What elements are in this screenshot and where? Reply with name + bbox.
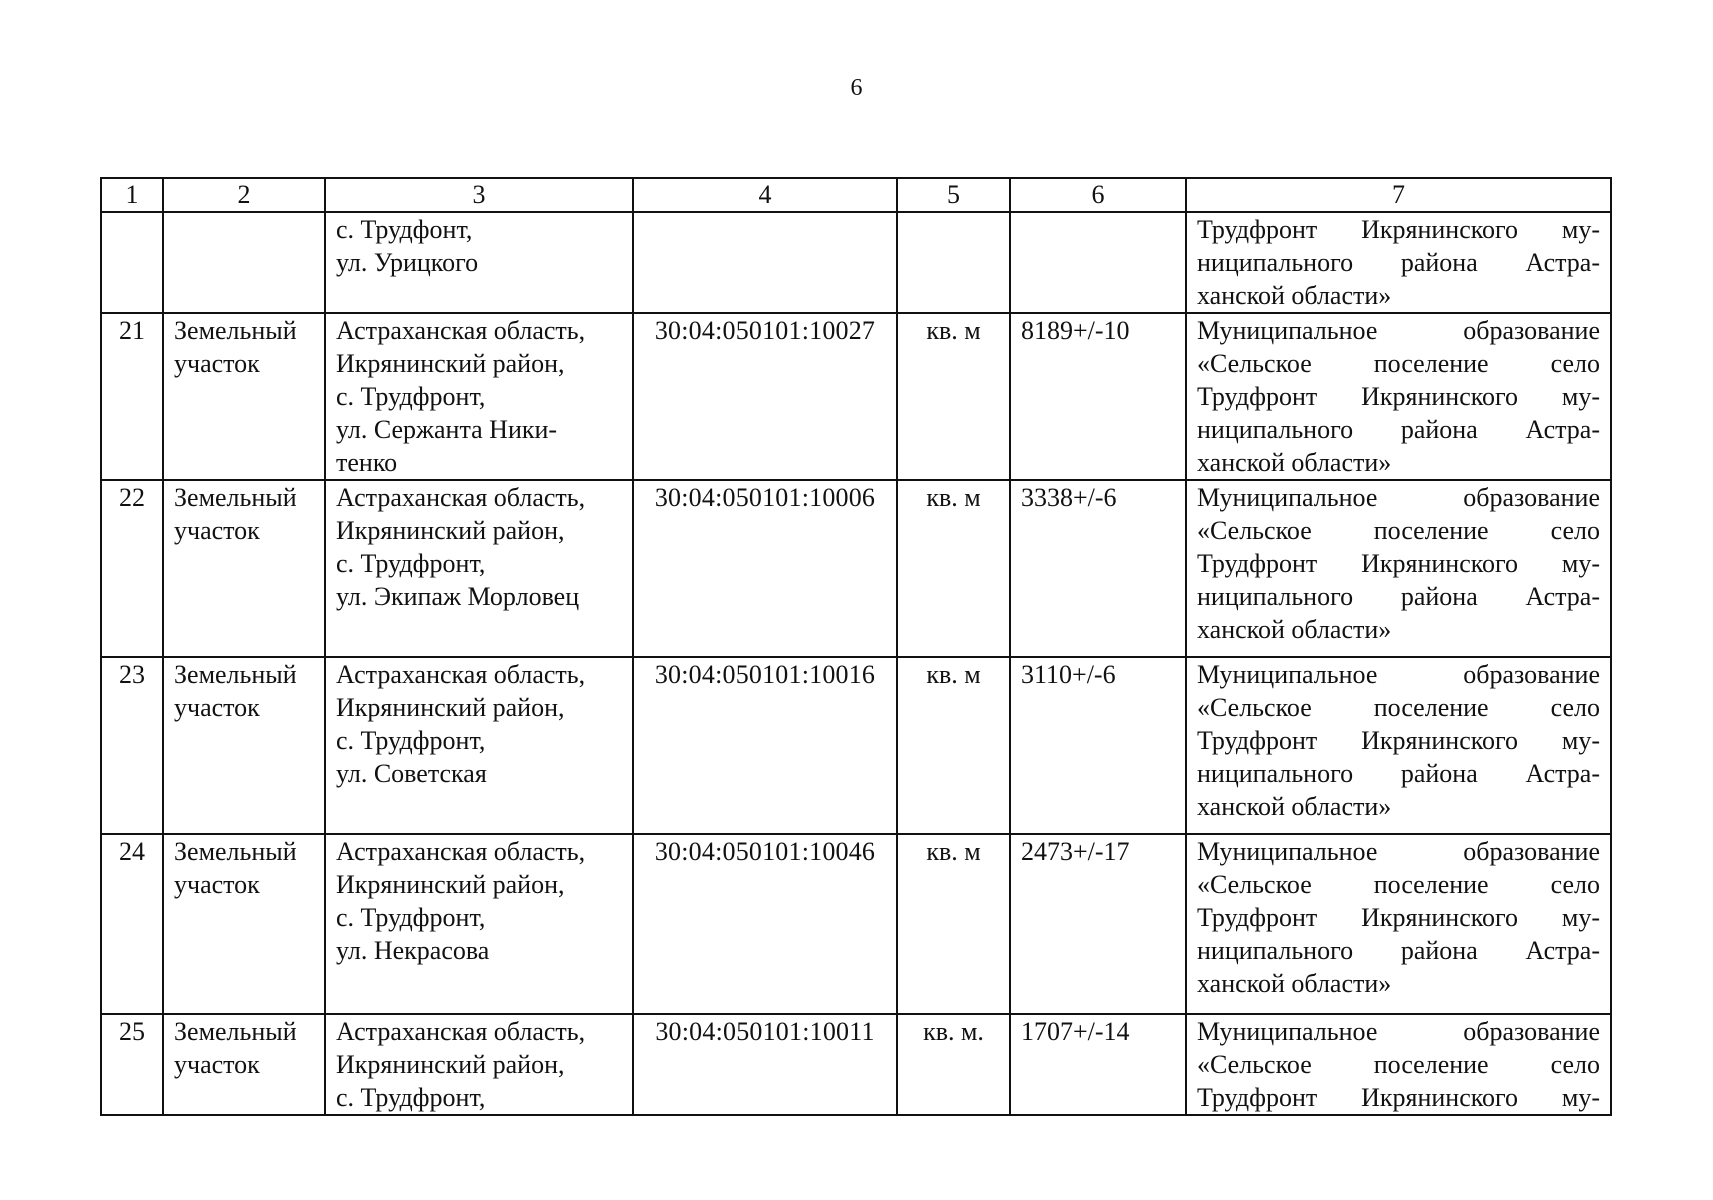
owner-line: Муниципальное образование — [1197, 483, 1600, 512]
table-row — [101, 1014, 1611, 1115]
address-cell — [325, 212, 633, 313]
cadastral-cell — [633, 212, 897, 313]
address-line: с. Трудфронт, — [336, 726, 486, 755]
cadastral-cell: 30:04:050101:10016 — [633, 657, 897, 834]
owner-cell — [1186, 480, 1611, 657]
table-row — [101, 657, 1611, 834]
table-row — [101, 313, 1611, 480]
address-line: ул. Сержанта Ники- — [336, 415, 558, 444]
owner-cell — [1186, 212, 1611, 313]
row-number-cell — [101, 212, 163, 313]
owner-cell — [1186, 313, 1611, 480]
address-line: с. Трудфронт, — [336, 903, 486, 932]
address-line: с. Трудфонт, — [336, 215, 473, 244]
owner-line: ханской области» — [1197, 792, 1392, 821]
owner-line: ниципального района Астра- — [1197, 936, 1600, 965]
header-row — [101, 178, 1611, 212]
address-line: ул. Экипаж Морловец — [336, 582, 580, 611]
owner-line: Муниципальное образование — [1197, 837, 1600, 866]
row-number-cell: 22 — [101, 480, 163, 657]
unit-cell: кв. м — [897, 657, 1010, 834]
column-header: 1 — [101, 178, 163, 212]
column-header: 5 — [897, 178, 1010, 212]
area-cell: 3338+/-6 — [1010, 480, 1186, 657]
address-cell — [325, 313, 633, 480]
address-line: ул. Урицкого — [336, 248, 479, 277]
area-cell: 1707+/-14 — [1010, 1014, 1186, 1115]
address-line: с. Трудфронт, — [336, 382, 486, 411]
object-type-line: Земельный — [174, 1017, 297, 1046]
row-number-cell: 23 — [101, 657, 163, 834]
page-number: 6 — [850, 75, 863, 101]
column-header: 4 — [633, 178, 897, 212]
object-type-cell — [163, 313, 325, 480]
owner-line: «Сельское поселение село — [1197, 693, 1600, 722]
address-line: тенко — [336, 448, 398, 477]
address-line: Астраханская область, — [336, 837, 586, 866]
object-type-line: участок — [174, 1050, 260, 1079]
unit-cell: кв. м — [897, 834, 1010, 1014]
owner-line: Трудфронт Икрянинского му- — [1197, 549, 1600, 578]
object-type-cell — [163, 834, 325, 1014]
owner-line: Муниципальное образование — [1197, 1017, 1600, 1046]
table-row — [101, 480, 1611, 657]
owner-line: «Сельское поселение село — [1197, 516, 1600, 545]
object-type-line: участок — [174, 693, 260, 722]
object-type-line: участок — [174, 349, 260, 378]
owner-cell — [1186, 1014, 1611, 1115]
owner-line: ниципального района Астра- — [1197, 248, 1600, 277]
owner-line: «Сельское поселение село — [1197, 870, 1600, 899]
owner-line: «Сельское поселение село — [1197, 1050, 1600, 1079]
address-line: ул. Советская — [336, 759, 487, 788]
area-cell: 2473+/-17 — [1010, 834, 1186, 1014]
area-cell: 8189+/-10 — [1010, 313, 1186, 480]
address-line: Астраханская область, — [336, 1017, 586, 1046]
object-type-cell — [163, 480, 325, 657]
owner-cell — [1186, 834, 1611, 1014]
owner-line: ниципального района Астра- — [1197, 582, 1600, 611]
unit-cell: кв. м. — [897, 1014, 1010, 1115]
owner-line: Трудфронт Икрянинского му- — [1197, 726, 1600, 755]
row-number-cell: 21 — [101, 313, 163, 480]
unit-cell: кв. м — [897, 313, 1010, 480]
owner-line: «Сельское поселение село — [1197, 349, 1600, 378]
object-type-cell — [163, 657, 325, 834]
owner-line: Муниципальное образование — [1197, 316, 1600, 345]
owner-line: Трудфронт Икрянинского му- — [1197, 382, 1600, 411]
table-row-continuation — [101, 212, 1611, 313]
address-cell — [325, 480, 633, 657]
column-header: 6 — [1010, 178, 1186, 212]
address-line: Астраханская область, — [336, 660, 586, 689]
object-type-line: участок — [174, 516, 260, 545]
address-cell — [325, 657, 633, 834]
owner-line: ханской области» — [1197, 448, 1392, 477]
cadastral-cell: 30:04:050101:10011 — [633, 1014, 897, 1115]
address-line: Астраханская область, — [336, 483, 586, 512]
object-type-cell — [163, 212, 325, 313]
address-line: Астраханская область, — [336, 316, 586, 345]
cadastral-cell: 30:04:050101:10027 — [633, 313, 897, 480]
address-line: с. Трудфронт, — [336, 549, 486, 578]
owner-line: ханской области» — [1197, 615, 1392, 644]
row-number-cell: 25 — [101, 1014, 163, 1115]
object-type-line: Земельный — [174, 483, 297, 512]
area-cell — [1010, 212, 1186, 313]
column-header: 3 — [325, 178, 633, 212]
owner-line: Трудфронт Икрянинского му- — [1197, 215, 1600, 244]
address-line: с. Трудфронт, — [336, 1083, 486, 1112]
address-line: ул. Некрасова — [336, 936, 490, 965]
owner-line: ниципального района Астра- — [1197, 759, 1600, 788]
column-header: 7 — [1186, 178, 1611, 212]
unit-cell — [897, 212, 1010, 313]
area-cell: 3110+/-6 — [1010, 657, 1186, 834]
row-number-cell: 24 — [101, 834, 163, 1014]
owner-line: ханской области» — [1197, 969, 1392, 998]
owner-line: ханской области» — [1197, 281, 1392, 310]
cadastral-cell: 30:04:050101:10046 — [633, 834, 897, 1014]
table-row — [101, 834, 1611, 1014]
object-type-cell — [163, 1014, 325, 1115]
column-header: 2 — [163, 178, 325, 212]
address-line: Икрянинский район, — [336, 516, 565, 545]
owner-line: Муниципальное образование — [1197, 660, 1600, 689]
address-cell — [325, 1014, 633, 1115]
owner-cell — [1186, 657, 1611, 834]
property-table — [100, 177, 1612, 1116]
unit-cell: кв. м — [897, 480, 1010, 657]
address-line: Икрянинский район, — [336, 1050, 565, 1079]
object-type-line: Земельный — [174, 660, 297, 689]
address-cell — [325, 834, 633, 1014]
cadastral-cell: 30:04:050101:10006 — [633, 480, 897, 657]
owner-line: Трудфронт Икрянинского му- — [1197, 903, 1600, 932]
address-line: Икрянинский район, — [336, 870, 565, 899]
address-line: Икрянинский район, — [336, 693, 565, 722]
object-type-line: участок — [174, 870, 260, 899]
object-type-line: Земельный — [174, 837, 297, 866]
owner-line: ниципального района Астра- — [1197, 415, 1600, 444]
owner-line: Трудфронт Икрянинского му- — [1197, 1083, 1600, 1112]
object-type-line: Земельный — [174, 316, 297, 345]
address-line: Икрянинский район, — [336, 349, 565, 378]
